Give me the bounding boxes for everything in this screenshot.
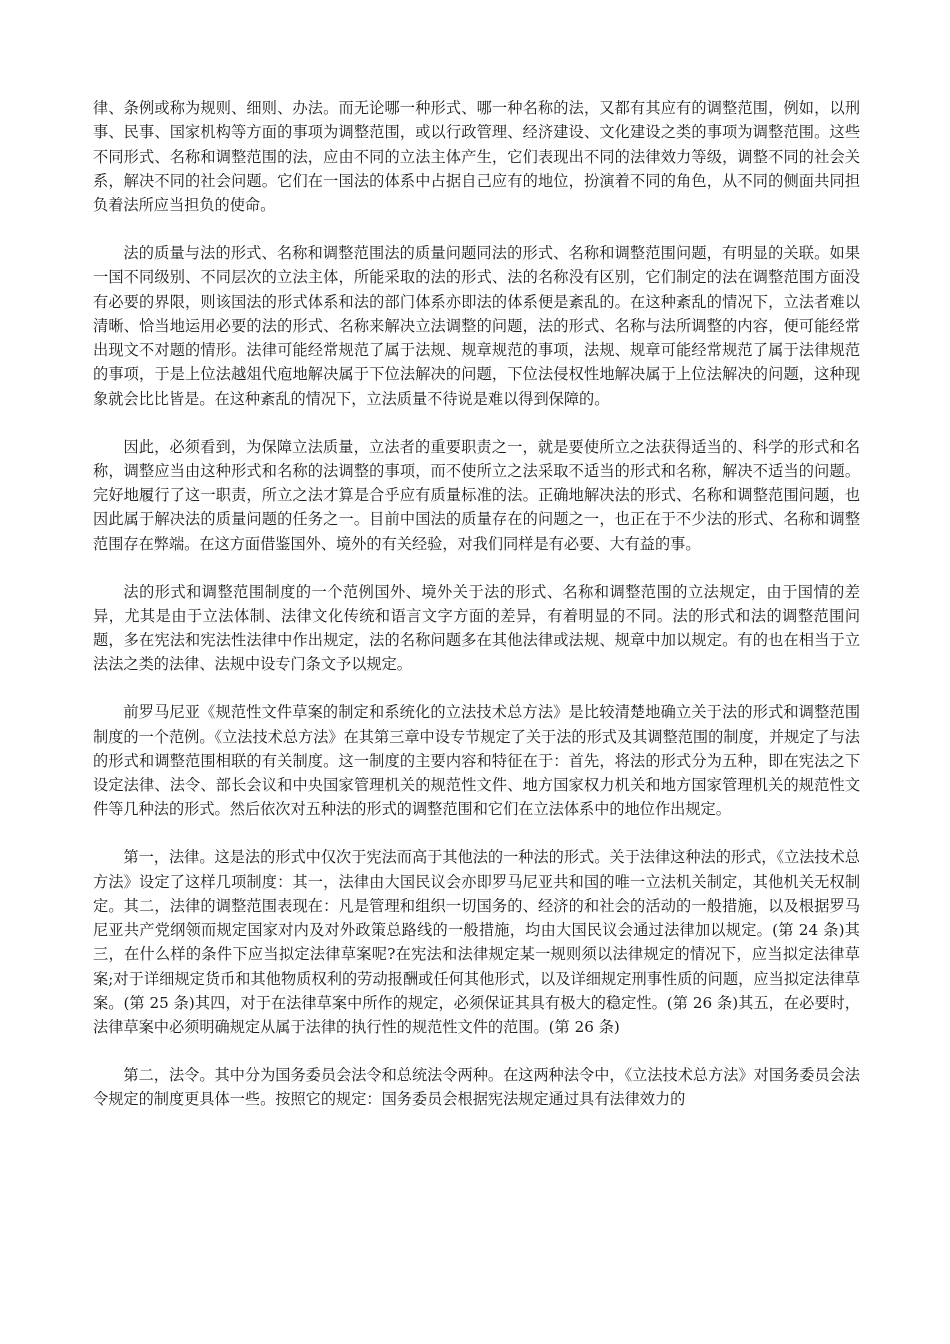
- paragraph: 法的形式和调整范围制度的一个范例国外、境外关于法的形式、名称和调整范围的立法规定，由于国情的差异，尤其是由于立法体制、法律文化传统和语言文字方面的差异，有着明显的不同。法的形式和法的调整范围问题，多在宪法和宪法性法律中作出规定，法的名称问题多在其他法律或法规、规章中加以规定。有的也在相当于立法法之类的法律、法规中设专门条文予以规定。: [93, 582, 860, 674]
- paragraph: 前罗马尼亚《规范性文件草案的制定和系统化的立法技术总方法》是比较清楚地确立关于法的形式和调整范围制度的一个范例。《立法技术总方法》在其第三章中设专节规定了关于法的形式及其调整范围的制度，并规定了与法的形式和调整范围相联的有关制度。这一制度的主要内容和特征在于：首先，将法的形式分为五种，即在宪法之下设定法律、法令、部长会议和中央国家管理机关的规范性文件、地方国家权力机关和地方国家管理机关的规范性文件等几种法的形式。然后依次对五种法的形式的调整范围和它们在立法体系中的地位作出规定。: [93, 703, 860, 819]
- paragraph: 第二，法令。其中分为国务委员会法令和总统法令两种。在这两种法令中，《立法技术总方法》对国务委员会法令规定的制度更具体一些。按照它的规定：国务委员会根据宪法规定通过具有法律效力的: [93, 1066, 860, 1109]
- paragraph: 因此，必须看到，为保障立法质量，立法者的重要职责之一，就是要使所立之法获得适当的、科学的形式和名称，调整应当由这种形式和名称的法调整的事项，而不使所立之法采取不适当的形式和名称，解决不适当的问题。完好地履行了这一职责，所立之法才算是合乎应有质量标准的法。正确地解决法的形式、名称和调整范围问题，也因此属于解决法的质量问题的任务之一。目前中国法的质量存在的问题之一，也正在于不少法的形式、名称和调整范围存在弊端。在这方面借鉴国外、境外的有关经验，对我们同样是有必要、大有益的事。: [93, 437, 860, 553]
- paragraph: 第一，法律。这是法的形式中仅次于宪法而高于其他法的一种法的形式。关于法律这种法的形式，《立法技术总方法》设定了这样几项制度：其一，法律由大国民议会亦即罗马尼亚共和国的唯一立法机关制定，其他机关无权制定。其二，法律的调整范围表现在：凡是管理和组织一切国务的、经济的和社会的活动的一般措施，以及根据罗马尼亚共产党纲领而规定国家对内及对外政策总路线的一般措施，均由大国民议会通过法律加以规定。(第 24 条)其三，在什么样的条件下应当拟定法律草案呢?在宪法和法律规定某一规则须以法律规定的情况下，应当拟定法律草案;对于详细规定货币和其他物质权利的劳动报酬或任何其他形式，以及详细规定刑事性质的问题，应当拟定法律草案。(第 25 条)其四，对于在法律草案中所作的规定，必须保证其具有极大的稳定性。(第 26 条)其五，在必要时，法律草案中必须明确规定从属于法律的执行性的规范性文件的范围。(第 26 条): [93, 848, 860, 1037]
- paragraph: 律、条例或称为规则、细则、办法。而无论哪一种形式、哪一种名称的法，又都有其应有的调整范围，例如，以刑事、民事、国家机构等方面的事项为调整范围，或以行政管理、经济建设、文化建设之类的事项为调整范围。这些不同形式、名称和调整范围的法，应由不同的立法主体产生，它们表现出不同的法律效力等级，调整不同的社会关系，解决不同的社会问题。它们在一国法的体系中占据自己应有的地位，扮演着不同的角色，从不同的侧面共同担负着法所应当担负的使命。: [93, 99, 860, 215]
- document-page: [93, 96, 860, 1135]
- paragraph: 法的质量与法的形式、名称和调整范围法的质量问题同法的形式、名称和调整范围问题，有明显的关联。如果一国不同级别、不同层次的立法主体，所能采取的法的形式、法的名称没有区别，它们制定的法在调整范围方面没有必要的界限，则该国法的形式体系和法的部门体系亦即法的体系便是紊乱的。在这种紊乱的情况下，立法者难以清晰、恰当地运用必要的法的形式、名称来解决立法调整的问题，法的形式、名称与法所调整的内容，便可能经常出现文不对题的情形。法律可能经常规范了属于法规、规章规范的事项，法规、规章可能经常规范了属于法律规范的事项，于是上位法越俎代庖地解决属于下位法解决的问题，下位法侵权性地解决属于上位法解决的问题，这种现象就会比比皆是。在这种紊乱的情况下，立法质量不待说是难以得到保障的。: [93, 243, 860, 408]
